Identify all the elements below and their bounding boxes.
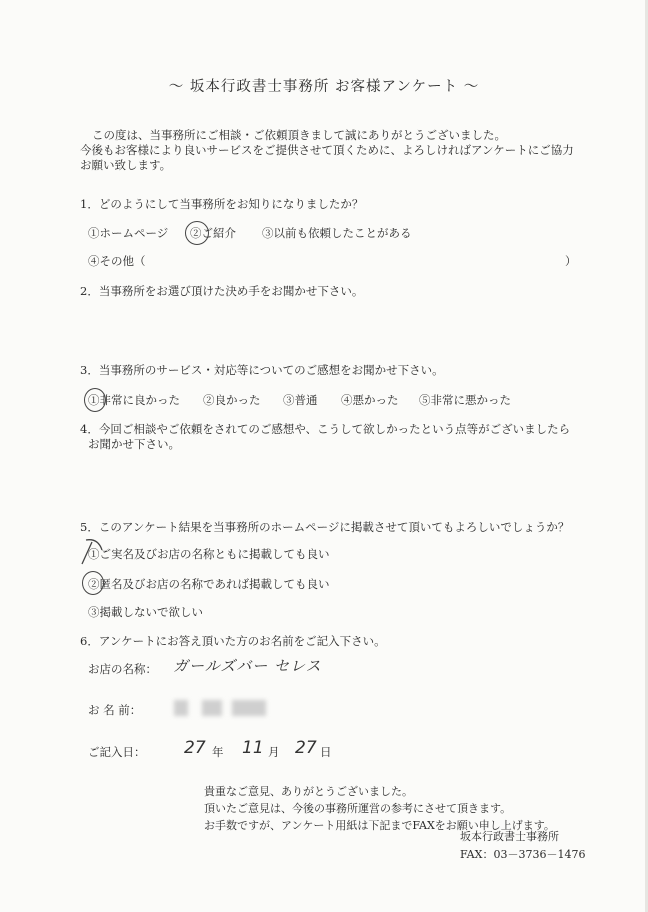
footer-line-2: 頂いたご意見は、今後の事務所運営の参考にさせて頂きます。 (204, 802, 512, 815)
q5-strike-mark (78, 536, 108, 566)
footer-thanks: 貴重なご意見、ありがとうございました。 (204, 785, 413, 798)
footer-fax: FAX：03－3736－1476 (460, 848, 586, 861)
redacted-name-3 (232, 700, 266, 716)
q3-option-2[interactable]: ②良かった (203, 393, 261, 407)
question-1: 1．どのようにして当事務所をお知りになりましたか？ (80, 197, 364, 211)
footer-office-name: 坂本行政書士事務所 (460, 830, 559, 843)
q5-selection-circle (82, 571, 104, 595)
question-6: 6．アンケートにお答え頂いた方のお名前をご記入下さい。 (80, 634, 386, 648)
q3-option-1[interactable]: ①非常に良かった (88, 393, 180, 407)
page-title: ～ 坂本行政書士事務所 お客様アンケート ～ (168, 79, 480, 95)
q1-option-1[interactable]: ①ホームページ (88, 226, 169, 240)
question-4-line-2: お聞かせ下さい。 (88, 437, 180, 451)
intro-line-1: この度は、当事務所にご相談・ご依頼頂きまして誠にありがとうございました。 (92, 128, 506, 142)
q1-option-2[interactable]: ②ご紹介 (190, 226, 236, 240)
redacted-name-1 (174, 700, 188, 716)
date-day-unit: 日 (320, 745, 332, 759)
redacted-name-2 (202, 700, 222, 716)
q5-option-3[interactable]: ③掲載しないで欲しい (88, 605, 203, 619)
date-label: ご記入日： (88, 745, 146, 759)
q3-option-5[interactable]: ⑤非常に悪かった (419, 393, 511, 407)
q1-other-close: ） (565, 254, 577, 268)
date-month-unit: 月 (268, 745, 280, 759)
q3-option-3[interactable]: ③普通 (283, 393, 318, 407)
q1-option-other[interactable]: ④その他（ (88, 254, 146, 268)
q1-option-3[interactable]: ③以前も依頼したことがある (262, 226, 412, 240)
question-4-line-1: 4．今回ご相談やご依頼をされてのご感想や、こうして欲しかったという点等がございましたら (80, 422, 571, 436)
question-3: 3．当事務所のサービス・対応等についてのご感想をお聞かせ下さい。 (80, 363, 444, 377)
intro-line-2: 今後もお客様により良いサービスをご提供させて頂くために、よろしければアンケートにご協力 (80, 143, 574, 157)
date-year-unit: 年 (212, 745, 224, 759)
date-year-value[interactable]: 27 (184, 738, 206, 758)
q5-option-1[interactable]: ①ご実名及びお店の名称ともに掲載しても良い (88, 547, 330, 561)
intro-line-3: お願い致します。 (80, 158, 172, 172)
question-5: 5．このアンケート結果を当事務所のホームページに掲載させて頂いてもよろしいでしょうか？ (80, 520, 570, 534)
shop-name-label: お店の名称： (88, 662, 157, 676)
date-month-value[interactable]: 11 (242, 738, 264, 758)
shop-name-value[interactable]: ガールズバー セレス (173, 657, 322, 675)
q3-selection-circle (84, 388, 106, 412)
q5-option-2[interactable]: ②匿名及びお店の名称であれば掲載しても良い (88, 577, 330, 591)
date-day-value[interactable]: 27 (295, 738, 317, 758)
question-2: 2．当事務所をお選び頂けた決め手をお聞かせ下さい。 (80, 284, 364, 298)
customer-name-label: お 名 前： (88, 703, 142, 717)
footer-line-3: お手数ですが、アンケート用紙は下記までFAXをお願い申し上げます。 (204, 819, 555, 832)
q3-option-4[interactable]: ④悪かった (341, 393, 399, 407)
q1-selection-circle (185, 221, 209, 245)
